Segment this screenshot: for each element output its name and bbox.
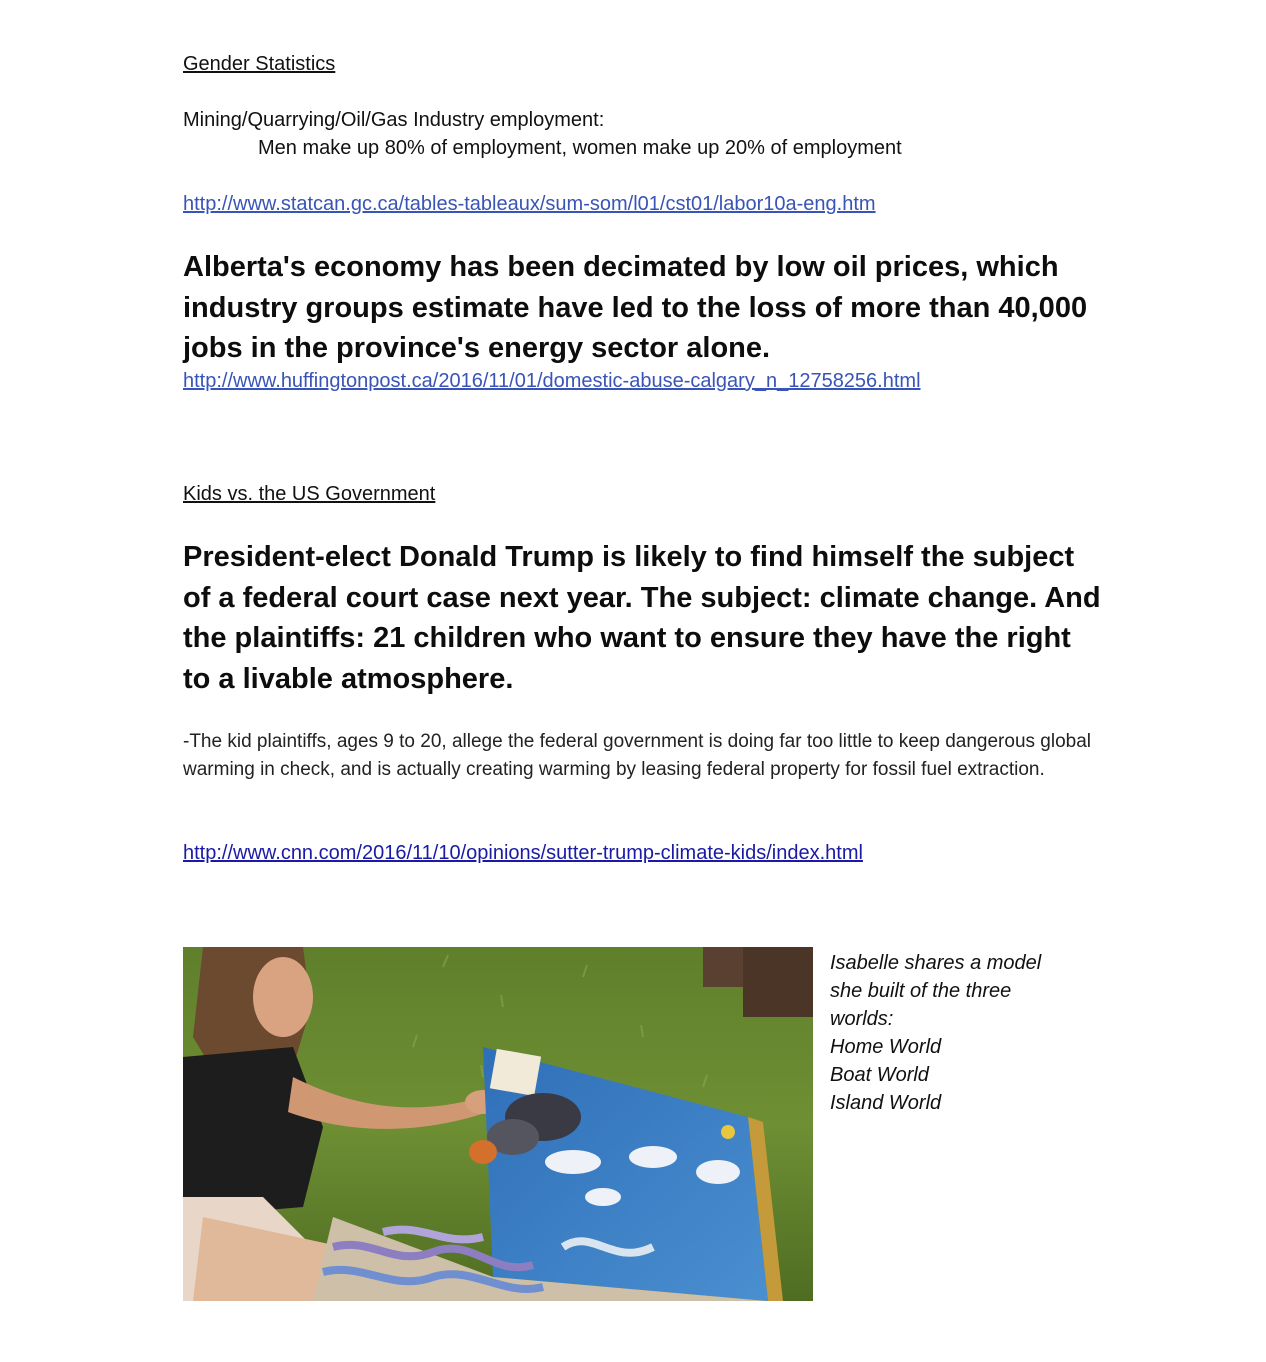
plaintiffs-paragraph: -The kid plaintiffs, ages 9 to 20, allege the federal government is doing far too little to keep dangerous global warming in check, and is actually creating warming by leasing federal property for fossil fuel extraction. (183, 731, 1092, 780)
caption-line: worlds: (830, 1008, 894, 1030)
huffingtonpost-link[interactable]: http://www.huffingtonpost.ca/2016/11/01/domestic-abuse-calgary_n_12758256.html (183, 370, 921, 392)
industry-label: Mining/Quarrying/Oil/Gas Industry employment: (183, 109, 605, 131)
alberta-quote: Alberta's economy has been decimated by low oil prices, which industry groups estimate have led to the loss of more than 40,000 jobs in the province's energy sector alone. (183, 251, 1088, 364)
trump-quote: President-elect Donald Trump is likely to find himself the subject of a federal court case next year. The subject: climate change. And the plaintiffs: 21 children who want to ensure they have the right to a livable atmosphere. (183, 541, 1101, 695)
section-title-gender-statistics: Gender Statistics (183, 53, 336, 75)
isabelle-model-photo (183, 947, 813, 1301)
photo-caption (830, 949, 1090, 1117)
employment-stat: Men make up 80% of employment, women make up 20% of employment (258, 137, 902, 159)
caption-line: Island World (830, 1092, 942, 1114)
caption-line: Home World (830, 1036, 942, 1058)
caption-line: Isabelle shares a model (830, 952, 1042, 974)
section-title-kids-vs-government: Kids vs. the US Government (183, 483, 436, 505)
caption-line: Boat World (830, 1064, 929, 1086)
caption-line: she built of the three (830, 980, 1012, 1002)
statcan-link[interactable]: http://www.statcan.gc.ca/tables-tableaux/sum-som/l01/cst01/labor10a-eng.htm (183, 193, 876, 215)
cnn-link[interactable]: http://www.cnn.com/2016/11/10/opinions/sutter-trump-climate-kids/index.html (183, 842, 863, 864)
